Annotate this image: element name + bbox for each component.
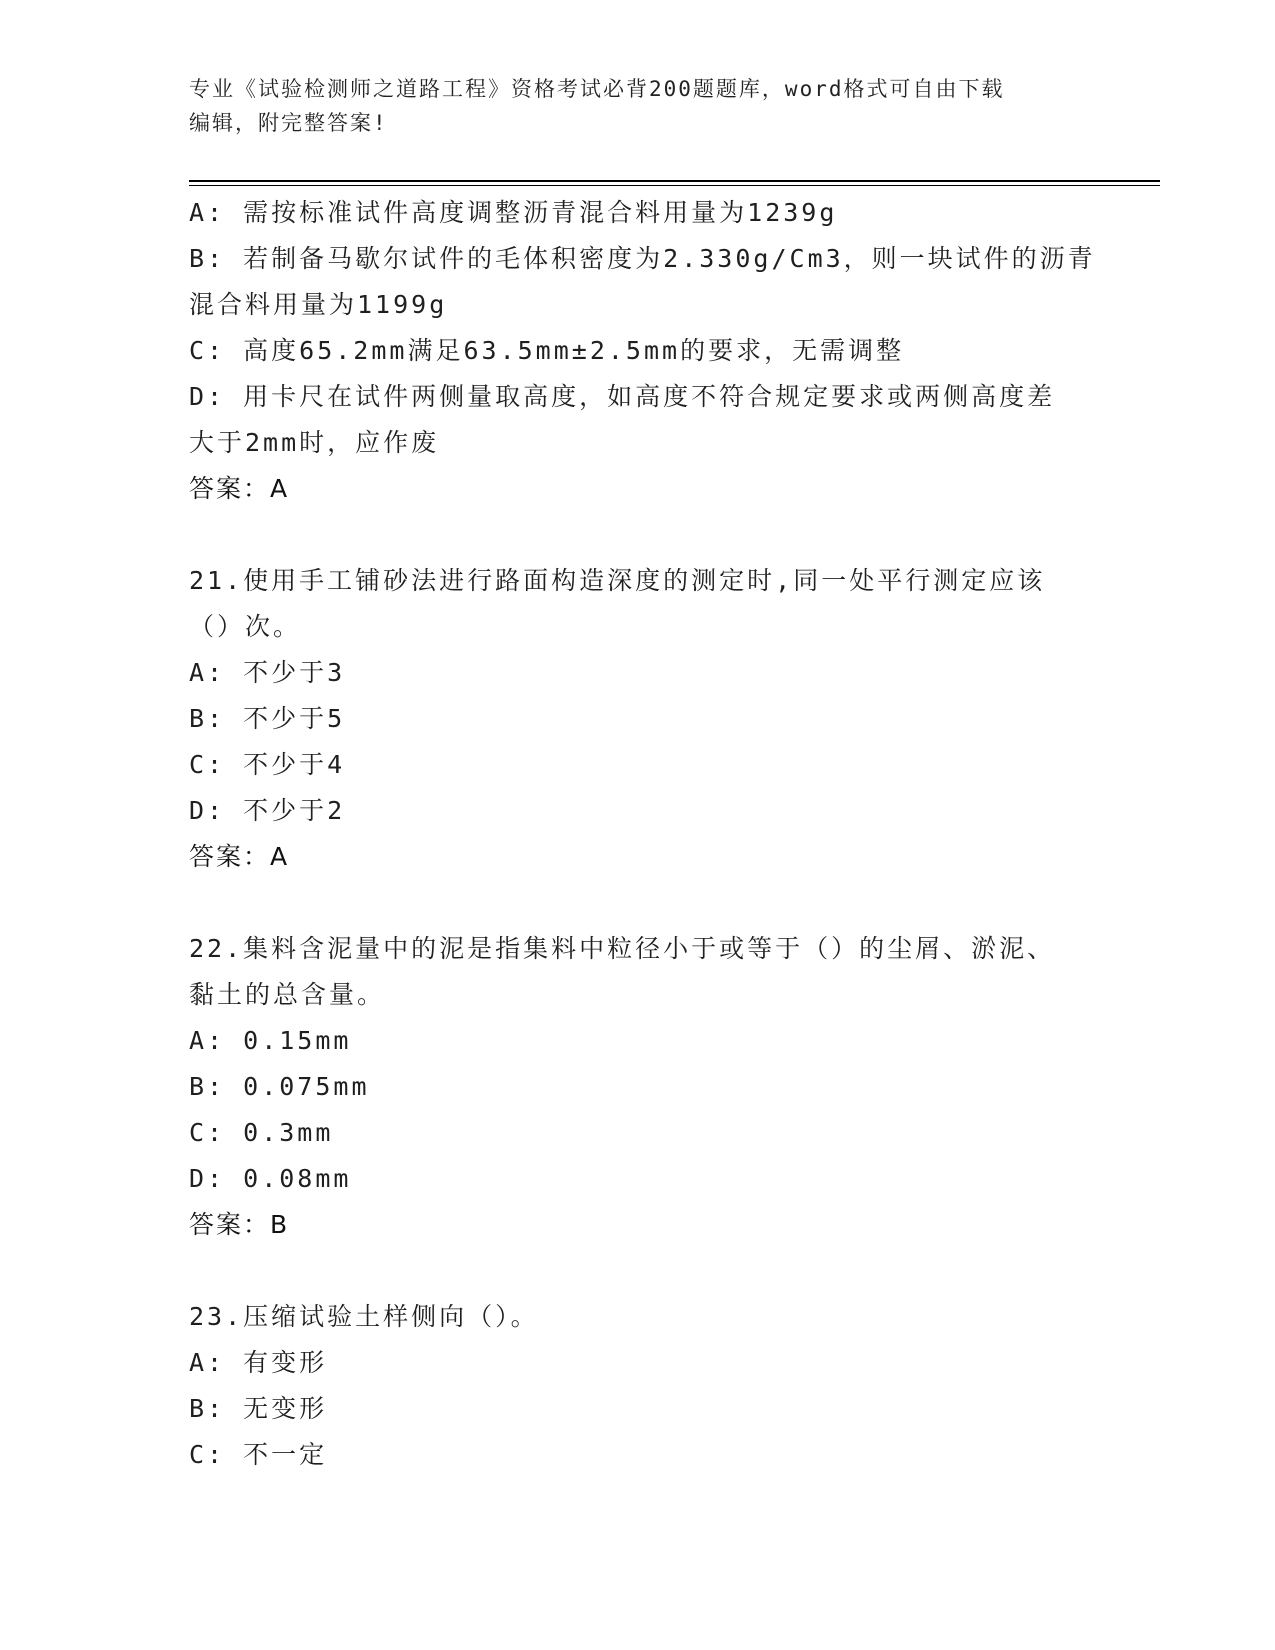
- option-c: C: 不一定: [189, 1440, 328, 1469]
- question-stem-continued: （）次。: [189, 612, 302, 641]
- option-b: B: 不少于5: [189, 704, 346, 733]
- header-title-line-2: 编辑，附完整答案!: [189, 111, 388, 135]
- question-block-21: [189, 558, 1089, 880]
- question-stem: 23.压缩试验土样侧向（）。: [189, 1302, 539, 1331]
- header-title-line-1: 专业《试验检测师之道路工程》资格考试必背200题题库，word格式可自由下载: [189, 77, 1005, 101]
- answer-label: 答案：A: [189, 842, 290, 871]
- document-header: [189, 72, 1089, 140]
- option-c: C: 高度65.2mm满足63.5mm±2.5mm的要求，无需调整: [189, 336, 905, 365]
- question-stem: 21.使用手工铺砂法进行路面构造深度的测定时,同一处平行测定应该: [189, 566, 1046, 595]
- document-body: [189, 190, 1096, 1478]
- question-stem-continued: 黏土的总含量。: [189, 980, 386, 1009]
- option-b: B: 若制备马歇尔试件的毛体积密度为2.330g/Cm3，则一块试件的沥青: [189, 244, 1096, 273]
- question-stem: 22.集料含泥量中的泥是指集料中粒径小于或等于（）的尘屑、淤泥、: [189, 934, 1056, 963]
- spacer: [189, 512, 1089, 558]
- option-d-continued: 大于2mm时，应作废: [189, 428, 440, 457]
- option-a: A: 0.15mm: [189, 1026, 352, 1055]
- question-block-22: [189, 926, 1089, 1248]
- header-divider-thick: [189, 180, 1160, 182]
- option-c: C: 0.3mm: [189, 1118, 334, 1147]
- answer-label: 答案：A: [189, 474, 290, 503]
- spacer: [189, 880, 1089, 926]
- option-b: B: 0.075mm: [189, 1072, 370, 1101]
- option-b-continued: 混合料用量为1199g: [189, 290, 448, 319]
- option-a: A: 需按标准试件高度调整沥青混合料用量为1239g: [189, 198, 838, 227]
- answer-label: 答案：B: [189, 1210, 290, 1239]
- option-d: D: 不少于2: [189, 796, 346, 825]
- option-b: B: 无变形: [189, 1394, 328, 1423]
- header-divider-thin: [189, 185, 1160, 186]
- spacer: [189, 1248, 1089, 1294]
- option-d: D: 0.08mm: [189, 1164, 352, 1193]
- question-block-prev: [189, 190, 1096, 512]
- option-a: A: 有变形: [189, 1348, 328, 1377]
- option-c: C: 不少于4: [189, 750, 346, 779]
- question-block-23: [189, 1294, 1089, 1478]
- option-a: A: 不少于3: [189, 658, 346, 687]
- option-d: D: 用卡尺在试件两侧量取高度，如高度不符合规定要求或两侧高度差: [189, 382, 1056, 411]
